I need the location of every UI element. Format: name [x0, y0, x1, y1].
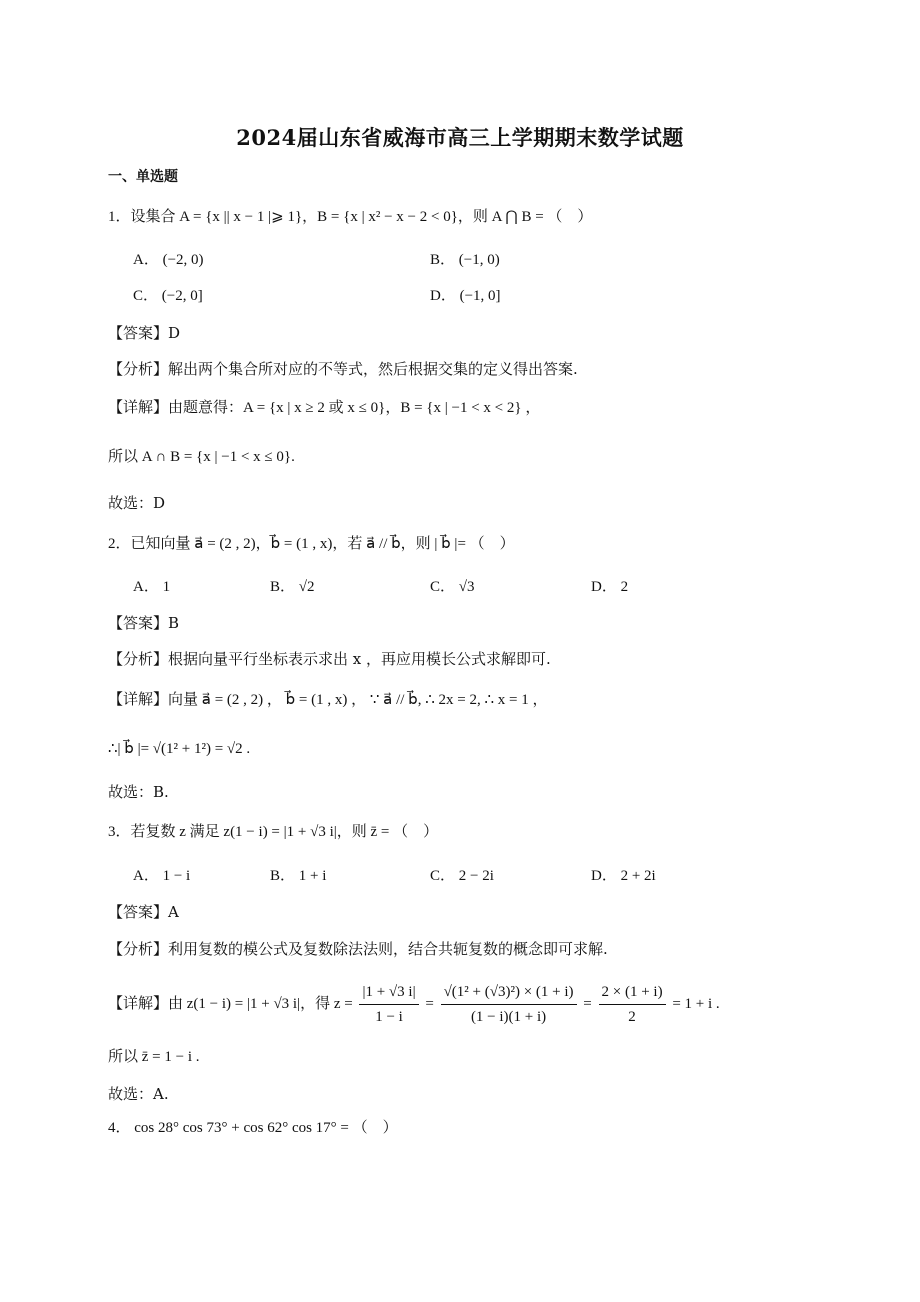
option-value: √2: [298, 579, 315, 595]
equals-sign: =: [425, 996, 434, 1012]
option-value: 2: [620, 579, 629, 595]
fraction-denominator: (1 − i)(1 + i): [470, 1009, 547, 1026]
option-value: (−2, 0]: [161, 288, 203, 304]
q3-option-c: [430, 866, 494, 886]
option-value: (−2, 0): [162, 252, 204, 268]
fraction-denominator: 1 − i: [375, 1009, 403, 1026]
q3-detail-2: 所以 z̄ = 1 − i .: [108, 1049, 200, 1065]
q3-detail: [108, 978, 720, 1034]
q1-option-b: [430, 250, 500, 270]
equals-sign: =: [583, 996, 592, 1012]
q3-fraction-1: [359, 983, 418, 1026]
fraction-numerator: |1 + √3 i|: [359, 983, 418, 1005]
q2-option-c: [430, 577, 475, 597]
q2-analysis: 【分析】根据向量平行坐标表示求出 x ，再应用模长公式求解即可.: [108, 650, 551, 668]
q2-detail: 【详解】向量 a⃗ = (2 , 2) ， b⃗ = (1 , x) ， ∵ a⃗ // b⃗, ∴ 2x = 2, ∴ x = 1 ，: [108, 692, 548, 708]
q3-detail-suffix: = 1 + i .: [672, 996, 720, 1012]
q2-detail-2: ∴| b⃗ |= √(1² + 1²) = √2 .: [108, 741, 251, 757]
option-value: √3: [458, 579, 475, 595]
q1-detail-2: 所以 A ∩ B = {x | −1 < x ≤ 0}.: [108, 449, 295, 465]
q3-option-a: [133, 866, 190, 886]
q1-option-a: [133, 250, 204, 270]
option-value: (−1, 0): [458, 252, 500, 268]
page-title: 2024届山东省威海市高三上学期期末数学试题: [236, 125, 684, 150]
q1-detail: 【详解】由题意得：A = {x | x ≥ 2 或 x ≤ 0}，B = {x | −1 < x < 2} ，: [108, 400, 541, 416]
fraction-numerator: 2 × (1 + i): [599, 983, 666, 1005]
option-label: C．: [430, 579, 456, 595]
q3-conclusion: 故选：A.: [108, 1085, 169, 1103]
q1-stem: 1．设集合 A = {x || x − 1 |⩾ 1}，B = {x | x² − x − 2 < 0}，则 A ⋂ B = （ ）: [108, 209, 593, 225]
option-value: 2 − 2i: [458, 868, 494, 884]
q2-stem: 2．已知向量 a⃗ = (2 , 2)，b⃗ = (1 , x)，若 a⃗ // b⃗，则 | b⃗ |= （ ）: [108, 536, 515, 552]
option-label: B．: [430, 252, 456, 268]
option-value: 2 + 2i: [620, 868, 656, 884]
q4-stem: 4． cos 28° cos 73° + cos 62° cos 17° = （ ）: [108, 1120, 398, 1136]
option-value: 1 + i: [298, 868, 327, 884]
q1-answer: 【答案】D: [108, 324, 181, 342]
q1-option-d: [430, 286, 501, 306]
q3-answer: 【答案】A: [108, 903, 179, 921]
q1-option-c: [133, 286, 203, 306]
option-label: C．: [133, 288, 159, 304]
q3-analysis: 【分析】利用复数的模公式及复数除法法则，结合共轭复数的概念即可求解.: [108, 940, 608, 958]
q3-fraction-2: [441, 983, 577, 1026]
option-value: (−1, 0]: [459, 288, 501, 304]
q2-option-a: [133, 577, 170, 597]
q2-option-d: [591, 577, 628, 597]
option-label: B．: [270, 868, 296, 884]
option-label: D．: [591, 868, 617, 884]
section-heading: 一、单选题: [108, 169, 178, 185]
option-label: C．: [430, 868, 456, 884]
option-label: A．: [133, 252, 159, 268]
option-value: 1 − i: [162, 868, 191, 884]
option-label: D．: [591, 579, 617, 595]
q2-conclusion: 故选：B.: [108, 783, 169, 801]
q2-option-b: [270, 577, 315, 597]
q3-detail-prefix: 【详解】由 z(1 − i) = |1 + √3 i|，得 z =: [108, 996, 353, 1012]
option-value: 1: [162, 579, 171, 595]
option-label: A．: [133, 579, 159, 595]
q3-option-b: [270, 866, 326, 886]
q1-analysis: 【分析】解出两个集合所对应的不等式，然后根据交集的定义得出答案.: [108, 360, 578, 378]
option-label: A．: [133, 868, 159, 884]
fraction-numerator: √(1² + (√3)²) × (1 + i): [441, 983, 577, 1005]
q3-stem: 3．若复数 z 满足 z(1 − i) = |1 + √3 i|，则 z̄ = （ ）: [108, 824, 439, 840]
q1-conclusion: 故选：D: [108, 494, 166, 512]
option-label: D．: [430, 288, 456, 304]
q3-fraction-3: [599, 983, 666, 1026]
q3-option-d: [591, 866, 656, 886]
q2-answer: 【答案】B: [108, 614, 180, 632]
fraction-denominator: 2: [628, 1009, 636, 1026]
option-label: B．: [270, 579, 296, 595]
